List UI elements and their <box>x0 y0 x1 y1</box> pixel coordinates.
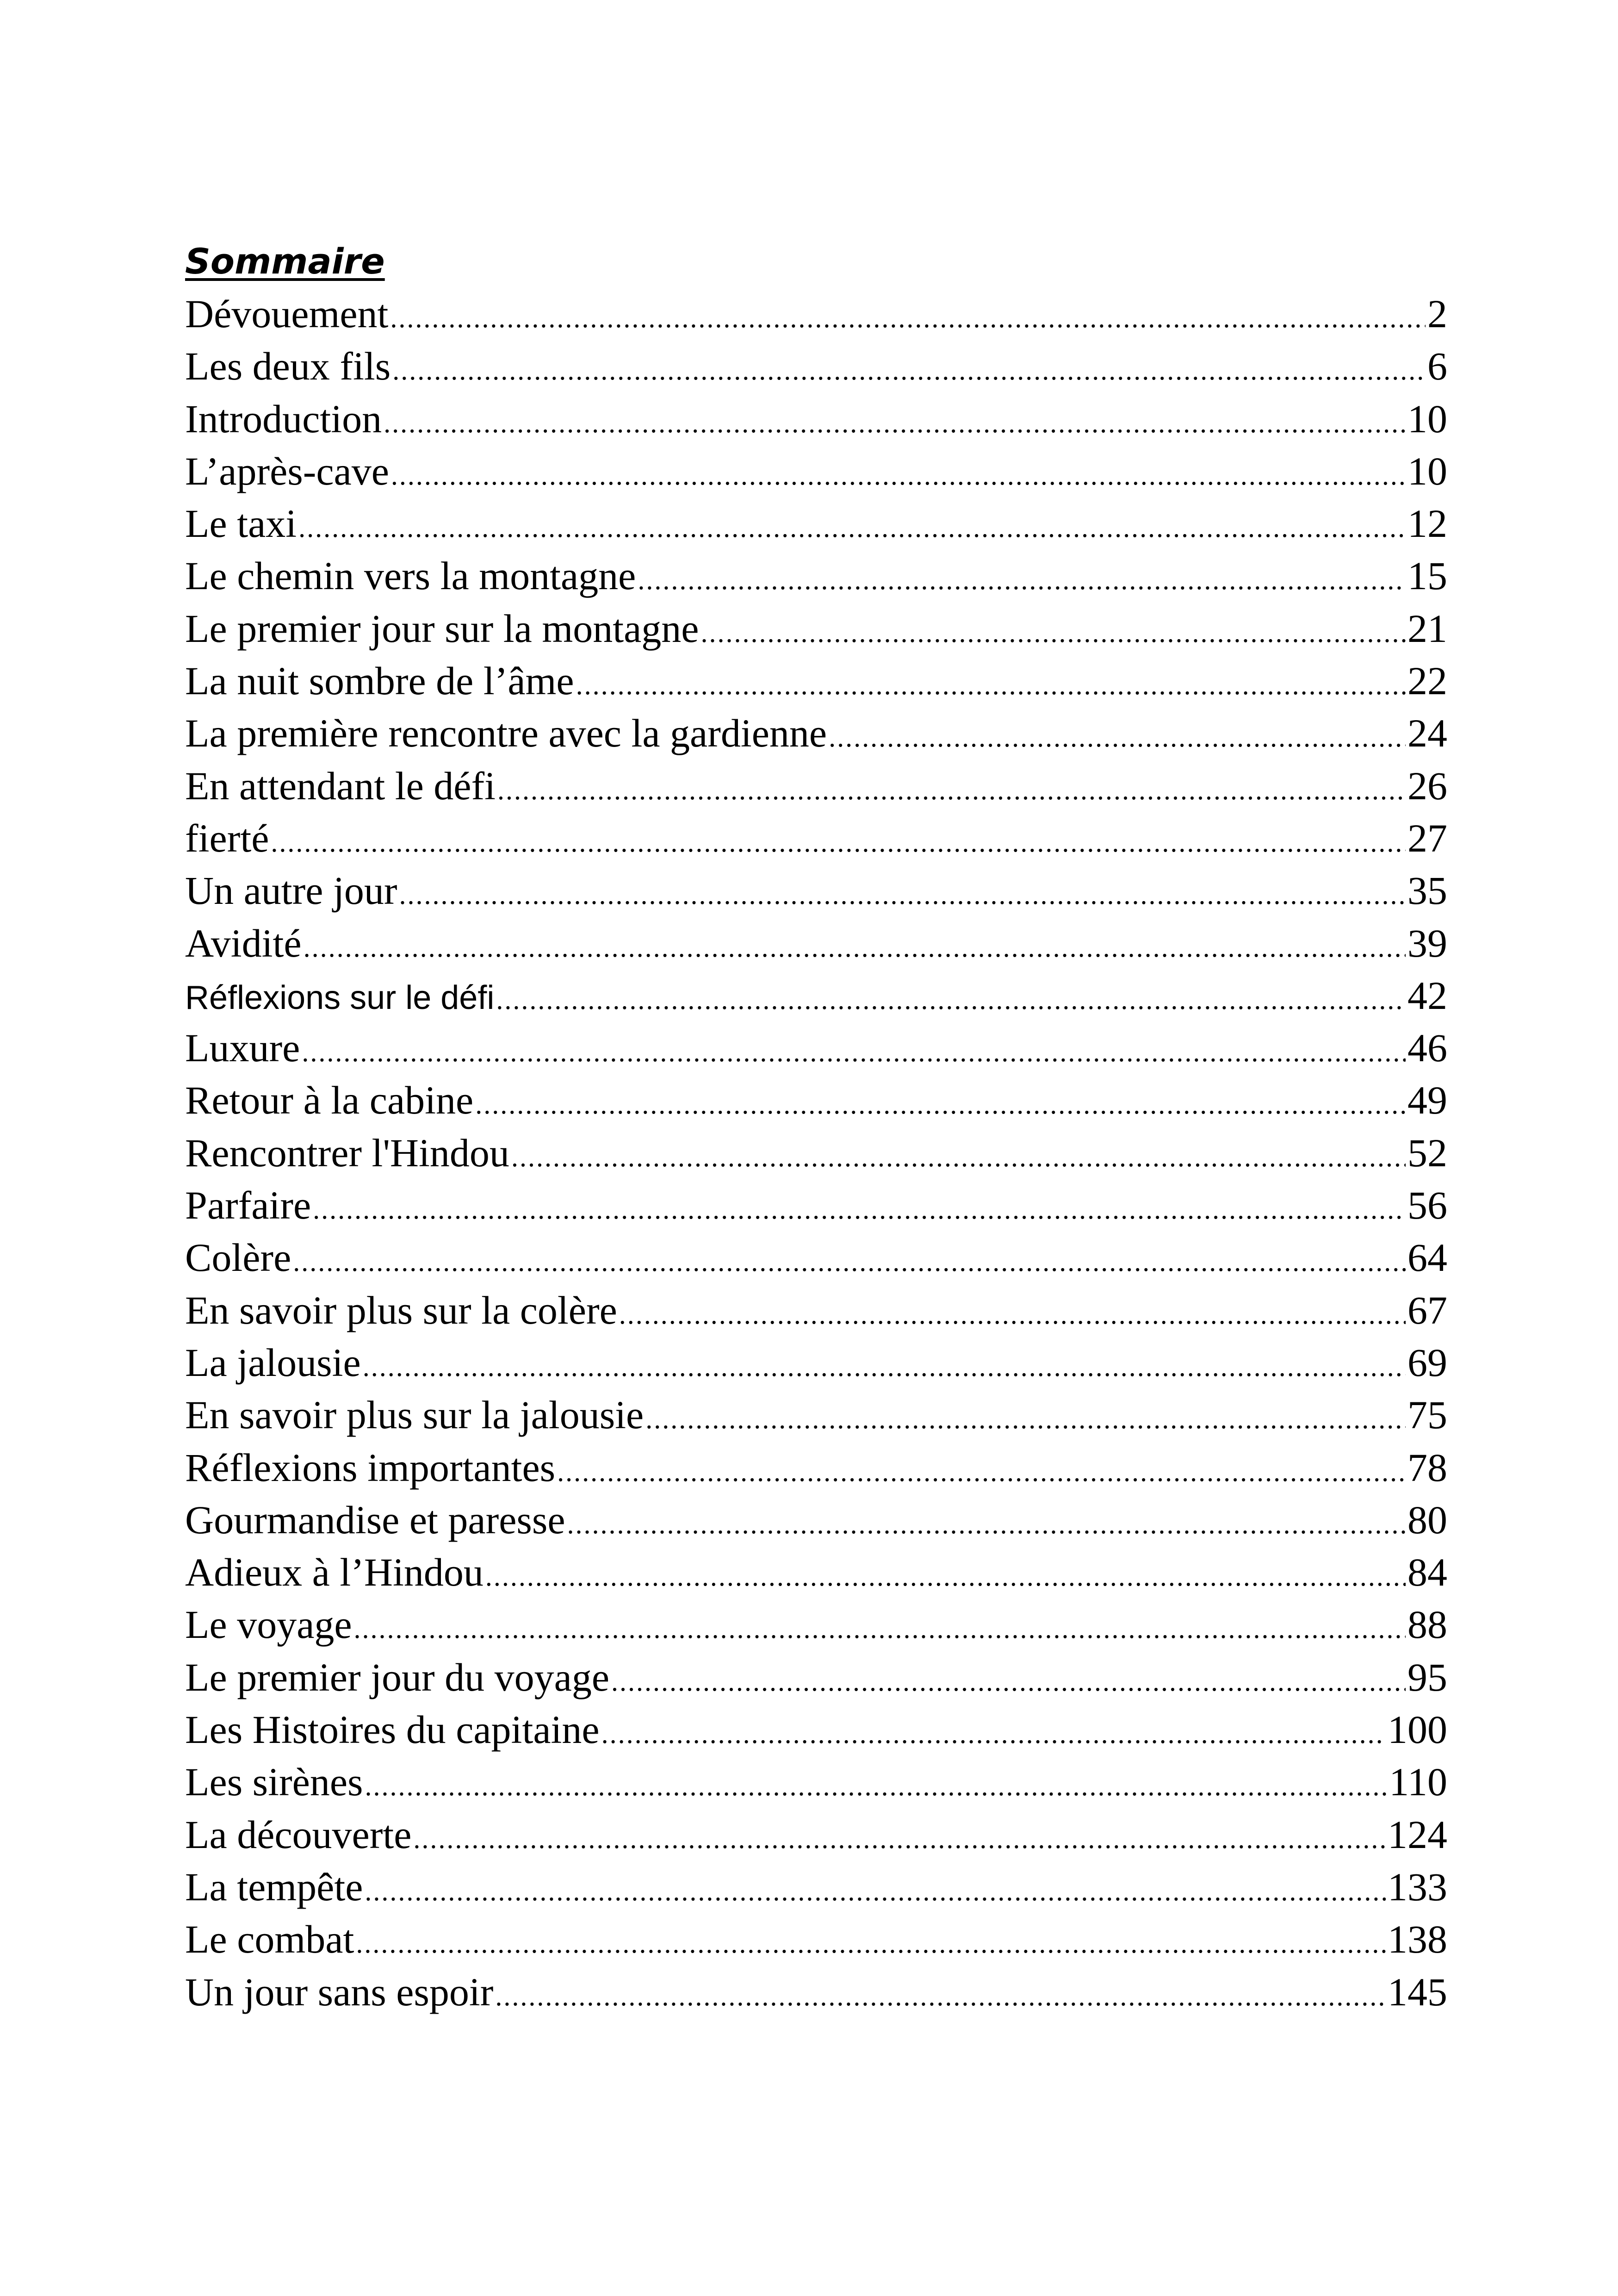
toc-entry-title: Les Histoires du capitaine <box>185 1707 600 1752</box>
toc-entry-link[interactable] <box>185 603 1447 655</box>
toc-entry-title: Les sirènes <box>185 1760 363 1804</box>
toc-entry-link[interactable] <box>185 760 1447 812</box>
toc-dot-leader <box>645 1393 1406 1441</box>
toc-entry-title: Dévouement <box>185 292 389 336</box>
toc-entry-link[interactable] <box>185 812 1447 865</box>
toc-entry-link[interactable] <box>185 393 1447 445</box>
toc-entry-title: Adieux à l’Hindou <box>185 1550 484 1595</box>
toc-dot-leader <box>390 292 1426 340</box>
toc-entry-page-number: 12 <box>1407 501 1447 546</box>
toc-entry-title: fierté <box>185 815 269 860</box>
toc-dot-leader <box>497 764 1406 812</box>
toc-entry-title: En attendant le défi <box>185 763 496 808</box>
toc-entry-title: Gourmandise et paresse <box>185 1497 565 1542</box>
toc-dot-leader <box>511 1131 1406 1179</box>
toc-entry-title: Réflexions sur le défi <box>185 979 495 1016</box>
toc-entry-title: La tempête <box>185 1864 363 1909</box>
toc-dot-leader <box>354 1603 1406 1651</box>
toc-dot-leader <box>495 1970 1386 2018</box>
toc-entry-link[interactable] <box>185 1704 1447 1756</box>
toc-entry-title: En savoir plus sur la jalousie <box>185 1393 644 1437</box>
toc-entry-page-number: 6 <box>1427 344 1447 389</box>
toc-dot-leader <box>356 1917 1386 1966</box>
toc-entry-link[interactable] <box>185 1179 1447 1232</box>
toc-entry-page-number: 22 <box>1407 659 1447 703</box>
toc-heading: Sommaire <box>185 241 385 282</box>
toc-entry-page-number: 75 <box>1407 1393 1447 1437</box>
toc-entry-page-number: 67 <box>1407 1288 1447 1332</box>
toc-entry-page-number: 124 <box>1388 1812 1447 1857</box>
toc-entry-page-number: 110 <box>1389 1760 1447 1804</box>
toc-entry-page-number: 100 <box>1388 1707 1447 1752</box>
toc-dot-leader <box>576 659 1406 707</box>
toc-dot-leader <box>638 554 1406 602</box>
toc-entry-link[interactable] <box>185 1389 1447 1441</box>
toc-entry-link[interactable] <box>185 1232 1447 1284</box>
toc-entry-page-number: 80 <box>1407 1497 1447 1542</box>
toc-entry-page-number: 138 <box>1388 1917 1447 1962</box>
toc-dot-leader <box>701 607 1406 655</box>
toc-entry-title: Parfaire <box>185 1183 311 1228</box>
toc-entry-page-number: 88 <box>1407 1602 1447 1647</box>
toc-entry-page-number: 133 <box>1388 1864 1447 1909</box>
toc-entry-page-number: 10 <box>1407 396 1447 441</box>
toc-entry-page-number: 39 <box>1407 921 1447 965</box>
toc-entry-page-number: 24 <box>1407 711 1447 756</box>
toc-entry-page-number: 95 <box>1407 1655 1447 1699</box>
table-of-contents <box>185 288 1447 2018</box>
toc-entry-page-number: 145 <box>1388 1969 1447 2014</box>
toc-entry-page-number: 21 <box>1407 606 1447 651</box>
toc-entry-page-number: 15 <box>1407 554 1447 598</box>
toc-dot-leader <box>601 1708 1386 1756</box>
toc-entry-page-number: 26 <box>1407 763 1447 808</box>
toc-entry-title: Colère <box>185 1235 291 1280</box>
toc-dot-leader <box>413 1813 1386 1861</box>
toc-entry-page-number: 10 <box>1407 448 1447 493</box>
toc-entry-link[interactable] <box>185 1966 1447 2018</box>
toc-entry-title: Un jour sans espoir <box>185 1969 494 2014</box>
toc-dot-leader <box>293 1236 1406 1284</box>
toc-entry-page-number: 69 <box>1407 1340 1447 1385</box>
toc-entry-link[interactable] <box>185 288 1447 340</box>
toc-entry-link[interactable] <box>185 1442 1447 1494</box>
toc-dot-leader <box>619 1288 1406 1337</box>
toc-entry-title: Les deux fils <box>185 344 391 389</box>
toc-dot-leader <box>298 502 1406 550</box>
toc-entry-title: La jalousie <box>185 1340 361 1385</box>
toc-dot-leader <box>567 1498 1406 1546</box>
toc-entry-page-number: 42 <box>1407 973 1447 1018</box>
toc-dot-leader <box>365 1760 1387 1808</box>
toc-entry-link[interactable] <box>185 1861 1447 1913</box>
toc-dot-leader <box>302 1026 1406 1074</box>
toc-dot-leader <box>363 1341 1406 1389</box>
toc-entry-page-number: 49 <box>1407 1078 1447 1123</box>
toc-dot-leader <box>475 1078 1406 1126</box>
toc-entry-title: Retour à la cabine <box>185 1078 474 1123</box>
toc-entry-title: La découverte <box>185 1812 412 1857</box>
toc-dot-leader <box>391 449 1406 498</box>
toc-dot-leader <box>313 1183 1406 1232</box>
toc-entry-page-number: 56 <box>1407 1183 1447 1228</box>
toc-entry-title: Le premier jour du voyage <box>185 1655 609 1699</box>
toc-entry-link[interactable] <box>185 655 1447 707</box>
toc-entry-link[interactable] <box>185 340 1447 392</box>
toc-entry-page-number: 35 <box>1407 868 1447 913</box>
toc-entry-link[interactable] <box>185 1913 1447 1966</box>
toc-entry-page-number: 52 <box>1407 1130 1447 1175</box>
toc-dot-leader <box>496 974 1406 1022</box>
toc-dot-leader <box>304 921 1406 970</box>
toc-entry-title: Rencontrer l'Hindou <box>185 1130 509 1175</box>
toc-entry-page-number: 84 <box>1407 1550 1447 1595</box>
toc-entry-link[interactable] <box>185 1074 1447 1126</box>
toc-dot-leader <box>611 1655 1406 1704</box>
toc-entry-title: La nuit sombre de l’âme <box>185 659 574 703</box>
toc-entry-title: Avidité <box>185 921 302 965</box>
toc-entry-link[interactable] <box>185 865 1447 917</box>
toc-entry-title: En savoir plus sur la colère <box>185 1288 617 1332</box>
toc-entry-title: Introduction <box>185 396 382 441</box>
toc-entry-link[interactable] <box>185 1022 1447 1074</box>
toc-entry-link[interactable] <box>185 1546 1447 1599</box>
toc-entry-link[interactable] <box>185 1651 1447 1704</box>
toc-entry-title: Un autre jour <box>185 868 397 913</box>
toc-entry-title: La première rencontre avec la gardienne <box>185 711 827 756</box>
toc-entry-link[interactable] <box>185 550 1447 602</box>
toc-entry-title: Luxure <box>185 1026 300 1070</box>
toc-entry-link[interactable] <box>185 1809 1447 1861</box>
toc-entry-title: Le taxi <box>185 501 297 546</box>
toc-entry-link[interactable] <box>185 1494 1447 1546</box>
toc-dot-leader <box>392 344 1426 392</box>
toc-entry-title: Le premier jour sur la montagne <box>185 606 699 651</box>
toc-entry-page-number: 27 <box>1407 815 1447 860</box>
toc-entry-link[interactable] <box>185 917 1447 970</box>
toc-dot-leader <box>485 1550 1406 1599</box>
toc-entry-title: Le chemin vers la montagne <box>185 554 636 598</box>
toc-dot-leader <box>384 397 1406 445</box>
toc-entry-title: Le voyage <box>185 1602 352 1647</box>
toc-entry-link[interactable] <box>185 498 1447 550</box>
toc-entry-link[interactable] <box>185 445 1447 498</box>
toc-dot-leader <box>365 1865 1386 1913</box>
toc-entry-title: Réflexions importantes <box>185 1445 556 1490</box>
toc-entry-page-number: 46 <box>1407 1026 1447 1070</box>
toc-dot-leader <box>399 869 1406 917</box>
toc-entry-link[interactable] <box>185 707 1447 759</box>
toc-entry-page-number: 64 <box>1407 1235 1447 1280</box>
toc-entry-link[interactable] <box>185 1284 1447 1337</box>
toc-entry-link[interactable] <box>185 1599 1447 1651</box>
toc-entry-link[interactable] <box>185 1756 1447 1808</box>
toc-entry-title: L’après-cave <box>185 448 389 493</box>
toc-entry-page-number: 78 <box>1407 1445 1447 1490</box>
toc-dot-leader <box>829 711 1406 759</box>
toc-entry-link[interactable] <box>185 1337 1447 1389</box>
toc-entry-title: Le combat <box>185 1917 354 1962</box>
toc-dot-leader <box>557 1446 1406 1494</box>
toc-entry-link[interactable] <box>185 1127 1447 1179</box>
toc-dot-leader <box>271 816 1406 865</box>
toc-entry-page-number: 2 <box>1427 292 1447 336</box>
toc-entry-link[interactable] <box>185 970 1447 1022</box>
